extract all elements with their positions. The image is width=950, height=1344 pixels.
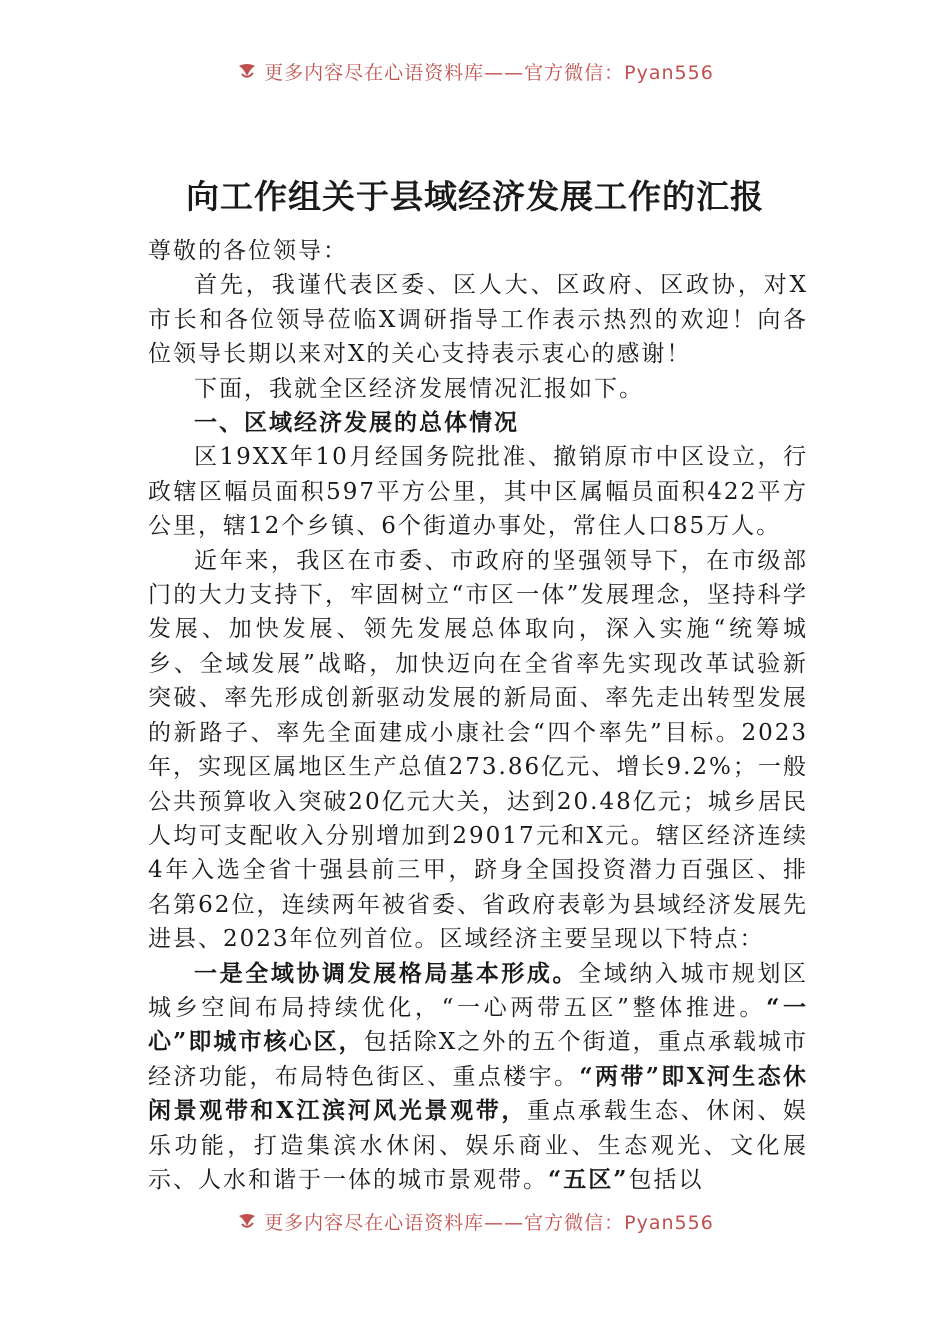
paragraph-welcome: 首先，我谨代表区委、区人大、区政府、区政协，对X市长和各位领导莅临X调研指导工作表示热烈的欢迎！向各位领导长期以来对X的关心支持表示衷心的感谢！ bbox=[148, 272, 808, 368]
brand-logo-icon bbox=[236, 60, 258, 82]
watermark-banner-top bbox=[0, 56, 950, 86]
document-title: 向工作组关于县域经济发展工作的汇报 bbox=[186, 177, 764, 216]
two-belts-text: 重点承载生态、休闲、娱乐功能，打造集滨水休闲、娱乐商业、生态观光、文化展示、人水和谐于一体的城市景观带。 bbox=[148, 1098, 808, 1193]
paragraph-recent-development: 近年来，我区在市委、市政府的坚强领导下，在市级部门的大力支持下，牢固树立“市区一体”发展理念，坚持科学发展、加快发展、领先发展总体取向，深入实施“统筹城乡、全域发展”战略，加快迈向在全省率先实现改革试验新突破、率先形成创新驱动发展的新局面、率先走出转型发展的新路子、率先全面建成小康社会“四个率先”目标。2023年，实现区属地区生产总值273.86亿元、增长9.2%；一般公共预算收入突破20亿元大关，达到20.48亿元；城乡居民人均可支配收入分别增加到29017元和X元。辖区经济连续4年入选全省十强县前三甲，跻身全国投资潜力百强区、排名第62位，连续两年被省委、省政府表彰为县域经济发展先进县、2023年位列首位。区域经济主要呈现以下特点： bbox=[148, 547, 808, 953]
five-zones-heading: “五区” bbox=[548, 1165, 629, 1193]
document-body bbox=[148, 234, 808, 1197]
paragraph-feature-one bbox=[148, 957, 808, 1198]
watermark-text: 更多内容尽在心语资料库——官方微信：Pyan556 bbox=[264, 61, 714, 84]
one-core-text: 包括除X之外的五个街道，重点承载城市经济功能，布局特色街区、重点楼宇。 bbox=[148, 1029, 809, 1090]
one-core-heading: “一心”即城市核心区， bbox=[148, 993, 808, 1056]
paragraph-district-overview: 区19XX年10月经国务院批准、撤销原市中区设立，行政辖区幅员面积597平方公里，其中区属幅员面积422平方公里，辖12个乡镇、6个街道办事处，常住人口85万人。 bbox=[148, 444, 808, 540]
section-heading: 一、区域经济发展的总体情况 bbox=[194, 409, 519, 437]
five-zones-text: 包括以 bbox=[628, 1166, 704, 1193]
watermark-text: 更多内容尽在心语资料库——官方微信：Pyan556 bbox=[264, 1211, 714, 1234]
salutation: 尊敬的各位领导： bbox=[148, 238, 348, 264]
feature-one-text: 全域纳入城市规划区城乡空间布局持续优化，“一心两带五区”整体推进。 bbox=[148, 960, 809, 1021]
brand-logo-icon bbox=[236, 1210, 258, 1232]
feature-one-heading: 一是全域协调发展格局基本形成。 bbox=[194, 959, 579, 987]
two-belts-heading: “两带”即X河生态休闲景观带和X江滨河风光景观带， bbox=[148, 1062, 809, 1125]
paragraph-intro: 下面，我就全区经济发展情况汇报如下。 bbox=[194, 375, 644, 402]
watermark-banner-bottom bbox=[0, 1206, 950, 1236]
